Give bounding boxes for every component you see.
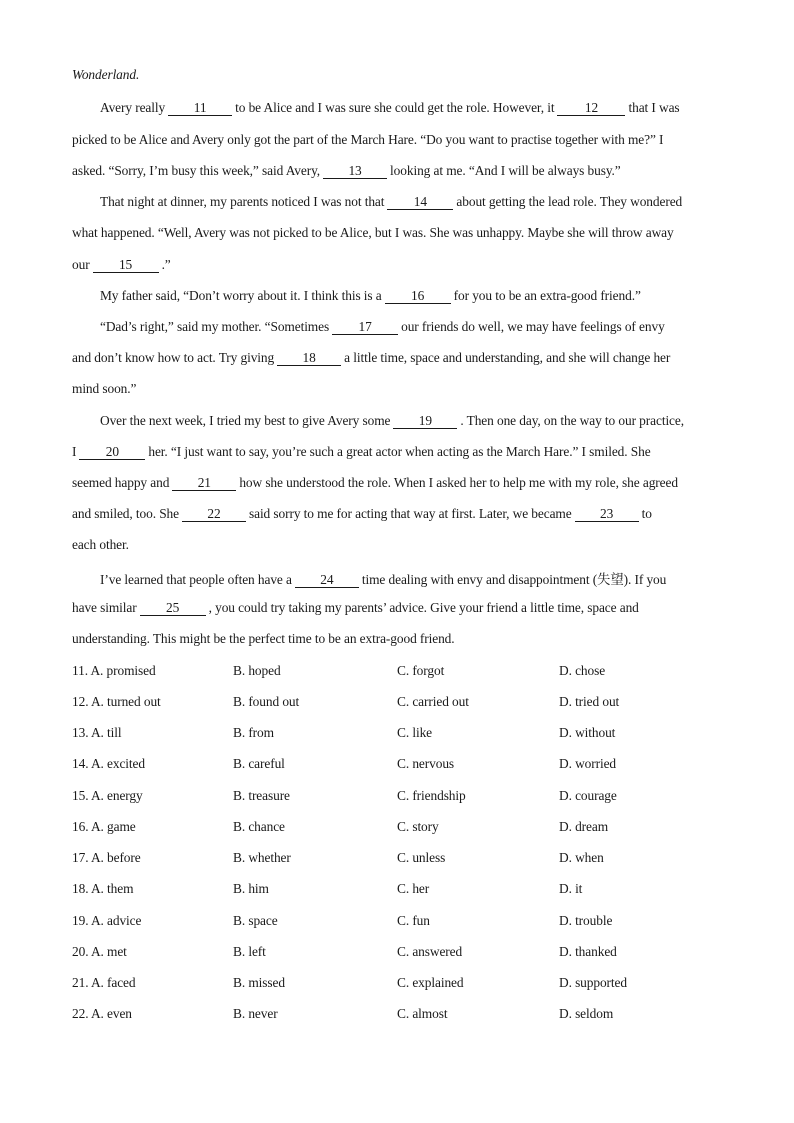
option-18-b[interactable]: B. him <box>233 881 269 896</box>
option-21-d[interactable]: D. supported <box>559 975 627 990</box>
option-14-a[interactable]: 14. A. excited <box>72 756 145 771</box>
option-21-c[interactable]: C. explained <box>397 975 464 990</box>
option-12-a[interactable]: 12. A. turned out <box>72 694 161 709</box>
text-segment: looking at me. “And I will be always busy.” <box>390 163 621 178</box>
text-segment: about getting the lead role. They wondered <box>456 194 683 209</box>
question-11-options <box>72 663 722 681</box>
text-segment: , you could try taking my parents’ advice. Give your friend a little time, space and <box>208 600 639 615</box>
paragraph-4-line-1 <box>100 319 722 335</box>
option-21-b[interactable]: B. missed <box>233 975 285 990</box>
blank-25[interactable]: 25 <box>140 601 206 616</box>
passage-title-tail <box>72 67 722 83</box>
text-segment: our <box>72 257 90 272</box>
option-12-d[interactable]: D. tried out <box>559 694 620 709</box>
paragraph-6-line-1 <box>100 569 722 588</box>
text-segment: that I was <box>628 100 680 115</box>
option-14-c[interactable]: C. nervous <box>397 756 455 771</box>
question-15-options <box>72 788 722 806</box>
text-segment: asked. “Sorry, I’m busy this week,” said Avery, <box>72 163 321 178</box>
option-20-d[interactable]: D. thanked <box>559 944 617 959</box>
option-16-c[interactable]: C. story <box>397 819 439 834</box>
text-segment: . Then one day, on the way to our practice, <box>460 413 684 428</box>
option-11-b[interactable]: B. hoped <box>233 663 281 678</box>
text-segment: mind soon.” <box>72 381 137 396</box>
text-segment: our friends do well, we may have feelings of envy <box>401 319 665 334</box>
text-segment: I <box>72 444 77 459</box>
option-16-b[interactable]: B. chance <box>233 819 285 834</box>
paragraph-6-line-3 <box>72 631 722 647</box>
text-segment: to be Alice and I was sure she could get the role. However, it <box>235 100 555 115</box>
text-segment: her. “I just want to say, you’re such a great actor when acting as the March Hare.” I smiled. She <box>148 444 651 459</box>
text-segment: “Dad’s right,” said my mother. “Sometimes <box>100 319 330 334</box>
blank-24[interactable]: 24 <box>295 573 359 588</box>
option-12-c[interactable]: C. carried out <box>397 694 469 709</box>
paragraph-3-line-1 <box>100 288 722 304</box>
blank-18[interactable]: 18 <box>277 351 341 366</box>
option-19-a[interactable]: 19. A. advice <box>72 913 142 928</box>
option-19-b[interactable]: B. space <box>233 913 278 928</box>
text-segment: I’ve learned that people often have a <box>100 572 292 587</box>
option-18-a[interactable]: 18. A. them <box>72 881 134 896</box>
option-20-c[interactable]: C. answered <box>397 944 463 959</box>
question-21-options <box>72 975 722 993</box>
question-14-options <box>72 756 722 774</box>
paragraph-6-line-2 <box>72 600 722 616</box>
question-22-options <box>72 1006 722 1024</box>
question-17-options <box>72 850 722 868</box>
option-22-c[interactable]: C. almost <box>397 1006 448 1021</box>
blank-22[interactable]: 22 <box>182 507 246 522</box>
text-segment: how she understood the role. When I asked her to help me with my role, she agreed <box>239 475 678 490</box>
text-segment: a little time, space and understanding, and she will change her <box>344 350 671 365</box>
option-15-d[interactable]: D. courage <box>559 788 617 803</box>
text-segment: for you to be an extra-good friend.” <box>453 288 641 303</box>
option-15-a[interactable]: 15. A. energy <box>72 788 143 803</box>
text-segment: .” <box>161 257 171 272</box>
text-segment: what happened. “Well, Avery was not picked to be Alice, but I was. She was unhappy. Maybe she will throw away <box>72 225 674 240</box>
text-segment: each other. <box>72 537 129 552</box>
text-segment: have similar <box>72 600 137 615</box>
text-segment: to <box>641 506 652 521</box>
blank-16[interactable]: 16 <box>385 289 451 304</box>
option-21-a[interactable]: 21. A. faced <box>72 975 136 990</box>
option-16-a[interactable]: 16. A. game <box>72 819 136 834</box>
paragraph-1-line-1 <box>100 100 722 116</box>
option-18-d[interactable]: D. it <box>559 881 583 896</box>
option-13-a[interactable]: 13. A. till <box>72 725 122 740</box>
text-segment: seemed happy and <box>72 475 170 490</box>
blank-14[interactable]: 14 <box>387 195 453 210</box>
option-22-b[interactable]: B. never <box>233 1006 278 1021</box>
option-22-a[interactable]: 22. A. even <box>72 1006 132 1021</box>
paragraph-1-line-3 <box>72 163 722 179</box>
option-20-b[interactable]: B. left <box>233 944 266 959</box>
option-17-d[interactable]: D. when <box>559 850 604 865</box>
option-19-c[interactable]: C. fun <box>397 913 430 928</box>
option-17-c[interactable]: C. unless <box>397 850 446 865</box>
option-15-b[interactable]: B. treasure <box>233 788 290 803</box>
text-segment: Avery really <box>100 100 166 115</box>
option-14-b[interactable]: B. careful <box>233 756 285 771</box>
blank-11[interactable]: 11 <box>168 101 232 116</box>
paragraph-5-line-4 <box>72 506 722 522</box>
paragraph-5-line-1 <box>100 413 722 429</box>
question-13-options <box>72 725 722 743</box>
title-tail-text: Wonderland. <box>72 67 140 82</box>
option-13-d[interactable]: D. without <box>559 725 616 740</box>
paragraph-2-line-2 <box>72 225 722 241</box>
paragraph-1-line-2 <box>72 132 722 148</box>
question-12-options <box>72 694 722 712</box>
paragraph-4-line-2 <box>72 350 722 366</box>
blank-19[interactable]: 19 <box>393 414 457 429</box>
blank-23[interactable]: 23 <box>575 507 639 522</box>
text-segment: and smiled, too. She <box>72 506 179 521</box>
option-19-d[interactable]: D. trouble <box>559 913 613 928</box>
question-16-options <box>72 819 722 837</box>
text-segment: My father said, “Don’t worry about it. I think this is a <box>100 288 382 303</box>
text-segment: time dealing with envy and disappointment (失望). If you <box>361 572 667 587</box>
option-18-c[interactable]: C. her <box>397 881 430 896</box>
blank-17[interactable]: 17 <box>332 320 398 335</box>
paragraph-5-line-2 <box>72 444 722 460</box>
blank-21[interactable]: 21 <box>172 476 236 491</box>
option-20-a[interactable]: 20. A. met <box>72 944 127 959</box>
blank-15[interactable]: 15 <box>93 258 159 273</box>
option-11-a[interactable]: 11. A. promised <box>72 663 156 678</box>
option-17-b[interactable]: B. whether <box>233 850 291 865</box>
option-13-c[interactable]: C. like <box>397 725 433 740</box>
blank-20[interactable]: 20 <box>79 445 145 460</box>
text-segment: understanding. This might be the perfect time to be an extra-good friend. <box>72 631 455 646</box>
option-16-d[interactable]: D. dream <box>559 819 609 834</box>
text-segment: That night at dinner, my parents noticed I was not that <box>100 194 385 209</box>
paragraph-2-line-1 <box>100 194 722 210</box>
option-11-c[interactable]: C. forgot <box>397 663 445 678</box>
paragraph-5-line-5 <box>72 537 722 553</box>
option-12-b[interactable]: B. found out <box>233 694 300 709</box>
text-segment: and don’t know how to act. Try giving <box>72 350 275 365</box>
option-14-d[interactable]: D. worried <box>559 756 617 771</box>
blank-13[interactable]: 13 <box>323 164 387 179</box>
text-segment: Over the next week, I tried my best to give Avery some <box>100 413 391 428</box>
paragraph-2-line-3 <box>72 257 722 273</box>
option-17-a[interactable]: 17. A. before <box>72 850 141 865</box>
blank-12[interactable]: 12 <box>557 101 625 116</box>
question-18-options <box>72 881 722 899</box>
option-15-c[interactable]: C. friendship <box>397 788 466 803</box>
question-20-options <box>72 944 722 962</box>
text-segment: said sorry to me for acting that way at first. Later, we became <box>248 506 572 521</box>
option-13-b[interactable]: B. from <box>233 725 274 740</box>
text-segment: picked to be Alice and Avery only got the part of the March Hare. “Do you want to practise together with me?” I <box>72 132 664 147</box>
option-11-d[interactable]: D. chose <box>559 663 606 678</box>
paragraph-5-line-3 <box>72 475 722 491</box>
option-22-d[interactable]: D. seldom <box>559 1006 614 1021</box>
question-19-options <box>72 913 722 931</box>
paragraph-4-line-3 <box>72 381 722 397</box>
